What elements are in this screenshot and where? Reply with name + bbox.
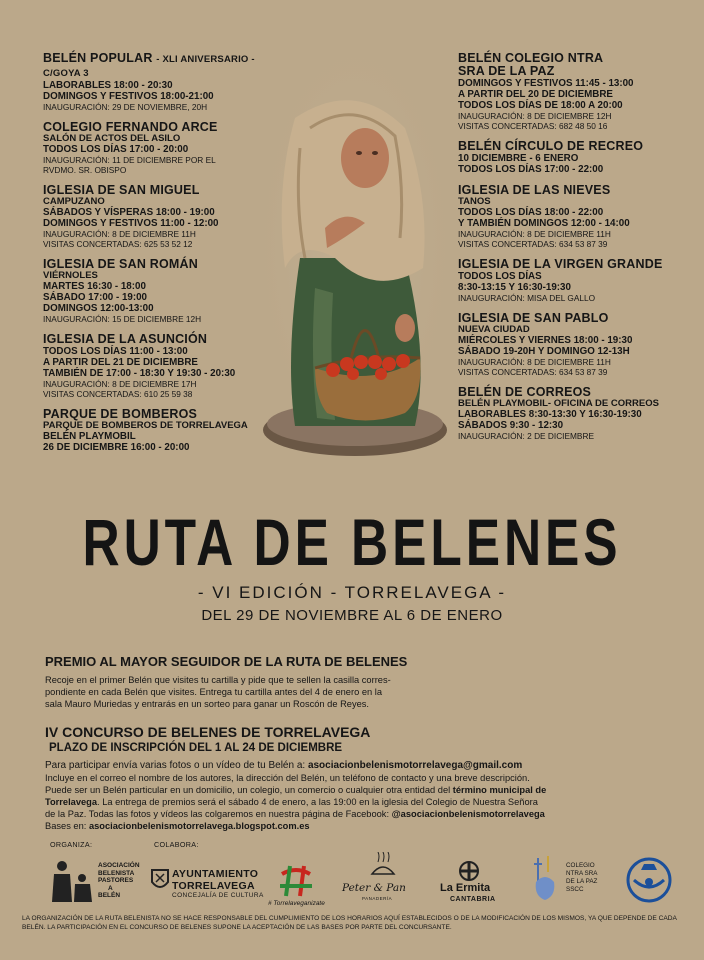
venue-entry xyxy=(458,184,694,249)
venue-hours: DOMINGOS 12:00-13:00 xyxy=(43,303,154,314)
venue-hours: SÁBADOS Y VÍSPERAS 18:00 - 19:00 xyxy=(43,207,215,218)
venue-hours: SÁBADOS 9:30 - 12:30 xyxy=(458,420,564,431)
prize-line: sala Mauro Muriedas y entrarás en un sorteo para ganar un Roscón de Reyes. xyxy=(45,699,370,709)
venue-title-text: PARQUE DE BOMBEROS xyxy=(43,407,198,421)
venue-note: VISITAS CONCERTADAS: 634 53 87 39 xyxy=(458,367,608,377)
venue-hours: Y TAMBIÉN DOMINGOS 12:00 - 14:00 xyxy=(458,218,630,229)
venue-hours: DOMINGOS Y FESTIVOS 11:45 - 13:00 xyxy=(458,78,634,89)
venue-hours: LABORABLES 18:00 - 20:30 xyxy=(43,80,173,91)
venue-subtitle: TANOS xyxy=(458,196,491,207)
venue-note: INAUGURACIÓN: 2 DE DICIEMBRE xyxy=(458,431,594,441)
correos-logo xyxy=(624,856,674,904)
venue-note: VISITAS CONCERTADAS: 634 53 87 39 xyxy=(458,239,608,249)
coat-of-arms-icon xyxy=(150,868,170,892)
peter-pan-logo: Peter & Pan xyxy=(342,882,406,894)
venue-title-line2: SRA DE LA PAZ xyxy=(458,64,555,78)
venue-hours: LABORABLES 8:30-13:30 Y 16:30-19:30 xyxy=(458,409,642,420)
venue-note: INAUGURACIÓN: 8 DE DICIEMBRE 17H xyxy=(43,379,197,389)
peter-pan-subtitle: PANADERÍA xyxy=(362,896,393,901)
venue-title-text: IGLESIA DE SAN MIGUEL xyxy=(43,183,200,197)
venue-note: INAUGURACIÓN: 8 DE DICIEMBRE 11H xyxy=(43,229,196,239)
date-range: DEL 29 DE NOVIEMBRE AL 6 DE ENERO xyxy=(201,607,503,624)
shepherdess-figure xyxy=(255,58,455,478)
venue-note: INAUGURACIÓN: MISA DEL GALLO xyxy=(458,293,596,303)
contest-email-link[interactable]: asociacionbelenismotorrelavega@gmail.com xyxy=(307,760,523,771)
venue-note: INAUGURACIÓN: 11 DE DICIEMBRE POR EL xyxy=(43,155,216,165)
venue-hours: TODOS LOS DÍAS 18:00 - 22:00 xyxy=(458,207,604,218)
venue-entry xyxy=(458,140,694,175)
poster-title: RUTA DE BELENES xyxy=(82,505,622,579)
prize-heading: PREMIO AL MAYOR SEGUIDOR DE LA RUTA DE BELENES xyxy=(45,654,408,669)
sponsor-logos xyxy=(40,840,680,910)
venue-title xyxy=(458,258,694,271)
venue-hours: MARTES 16:30 - 18:00 xyxy=(43,281,146,292)
contest-text-bold: término municipal de xyxy=(452,785,547,795)
venue-note: RVDMO. SR. OBISPO xyxy=(43,165,127,175)
venue-subtitle: NUEVA CIUDAD xyxy=(458,324,530,335)
venue-hours: A PARTIR DEL 21 DE DICIEMBRE xyxy=(43,357,198,368)
asociacion-belenista-text: ASOCIACIÓN BELENISTA PASTORES A BELÉN xyxy=(98,862,140,899)
venue-entry xyxy=(458,312,694,377)
venue-title-text: BELÉN COLEGIO NTRA xyxy=(458,51,604,65)
venue-hours: SÁBADO 19-20H Y DOMINGO 12-13H xyxy=(458,346,630,357)
ermita-cross-icon xyxy=(458,860,480,882)
contest-heading: IV CONCURSO DE BELENES DE TORRELAVEGA xyxy=(45,724,371,740)
organiza-label: ORGANIZA: xyxy=(50,840,93,849)
la-ermita-subtitle: CANTABRIA xyxy=(450,896,496,903)
venue-title-text: IGLESIA DE LA ASUNCIÓN xyxy=(43,332,208,346)
venue-entry xyxy=(458,52,694,131)
venue-title-text: BELÉN POPULAR xyxy=(43,51,153,65)
venue-hours: TODOS LOS DÍAS 17:00 - 22:00 xyxy=(458,164,604,175)
torrelaveganizate-logo xyxy=(276,862,316,900)
venue-hours: DOMINGOS Y FESTIVOS 18:00-21:00 xyxy=(43,91,214,102)
venue-title-text: IGLESIA DE LA VIRGEN GRANDE xyxy=(458,257,663,271)
venue-hours: A PARTIR DEL 20 DE DICIEMBRE xyxy=(458,89,613,100)
venue-hours: 10 DICIEMBRE - 6 ENERO xyxy=(458,153,579,164)
contest-text: . La entrega de premios será el sábado 4 de enero, a las 19:00 en la iglesia del Colegio de Nuestra Señora xyxy=(97,797,538,807)
contest-text: de la Paz. Todas las fotos y vídeos las colgaremos en nuestra página de Facebook: xyxy=(45,809,392,819)
contest-text: Para participar envía varias fotos o un vídeo de tu Belén a: xyxy=(45,760,308,771)
prize-line: pondiente en cada Belén que visites. Entrega tu cartilla antes del 4 de enero en la xyxy=(45,687,382,697)
contest-text-bold: Torrelavega xyxy=(45,797,98,807)
prize-line: Recoje en el primer Belén que visites tu cartilla y pide que te sellen la casilla corres- xyxy=(45,675,391,685)
contest-text: Bases en: xyxy=(45,821,89,831)
facebook-handle-link[interactable]: @asociacionbelenismotorrelavega xyxy=(391,809,545,819)
venue-title-text: COLEGIO FERNANDO ARCE xyxy=(43,120,218,134)
venue-hours: TODOS LOS DÍAS DE 18:00 A 20:00 xyxy=(458,100,623,111)
contest-text: Incluye en el correo el nombre de los autores, la dirección del Belén, un teléfono de contacto y una breve descripción. xyxy=(45,773,530,783)
venue-title-text: BELÉN DE CORREOS xyxy=(458,385,592,399)
venue-title xyxy=(458,184,694,197)
bread-icon xyxy=(368,852,398,882)
venue-title-text: IGLESIA DE LAS NIEVES xyxy=(458,183,611,197)
venue-subtitle: CAMPUZANO xyxy=(43,196,105,207)
contest-text: Puede ser un Belén particular en un domicilio, un colegio, un comercio o cualquier otra entidad del xyxy=(45,785,453,795)
venue-title-text: IGLESIA DE SAN PABLO xyxy=(458,311,609,325)
venue-hours: DOMINGOS Y FESTIVOS 11:00 - 12:00 xyxy=(43,218,219,229)
blog-link[interactable]: asociacionbelenismotorrelavega.blogspot.com.es xyxy=(88,821,310,831)
venue-title-suffix: - XLI ANIVERSARIO - C/GOYA 3 xyxy=(43,54,255,79)
venue-note: VISITAS CONCERTADAS: 610 25 59 38 xyxy=(43,389,193,399)
venue-subtitle: SALÓN DE ACTOS DEL ASILO xyxy=(43,133,181,144)
contest-section xyxy=(45,724,645,832)
venue-hours: BELÉN PLAYMOBIL xyxy=(43,431,136,442)
ayuntamiento-logo: AYUNTAMIENTO TORRELAVEGA CONCEJALÍA DE CULTURA xyxy=(172,868,264,899)
prize-section xyxy=(45,654,585,710)
edition-line: - VI EDICIÓN - TORRELAVEGA - xyxy=(197,583,507,602)
venue-subtitle: BELÉN PLAYMOBIL- OFICINA DE CORREOS xyxy=(458,398,659,409)
asociacion-belenista-logo xyxy=(48,856,96,906)
colegio-paz-logo: COLEGIO NTRA SRA DE LA PAZ SSCC xyxy=(566,862,598,893)
disclaimer: LA ORGANIZACIÓN DE LA RUTA BELENISTA NO SE HACE RESPONSABLE DEL CUMPLIMIENTO DE LOS HORARIOS AQUÍ ESTABLECIDOS O DE LA MODIFICACIÓN DE LOS MISMOS, YA QUE DEPENDE DE CADA BELÉN. LA PARTICIPACIÓN EN EL CONCURSO DE BELENES SUPONE LA ACEPTACIÓN DE LAS BASES POR PARTE DEL CONCURSANTE. xyxy=(22,915,677,931)
la-ermita-logo: La Ermita xyxy=(440,882,491,894)
contest-subheading: PLAZO DE INSCRIPCIÓN DEL 1 AL 24 DE DICIEMBRE xyxy=(49,742,343,754)
venue-hours: TAMBIÉN DE 17:00 - 18:30 Y 19:30 - 20:30 xyxy=(43,368,236,379)
venue-title xyxy=(458,140,694,153)
venue-hours: TODOS LOS DÍAS 17:00 - 20:00 xyxy=(43,144,189,155)
venue-hours: TODOS LOS DÍAS xyxy=(458,271,542,282)
venue-entry xyxy=(458,258,694,303)
venue-title-text: IGLESIA DE SAN ROMÁN xyxy=(43,257,198,271)
venue-title-text: BELÉN CÍRCULO DE RECREO xyxy=(458,139,644,153)
colegio-emblem-icon xyxy=(530,852,560,902)
venue-hours: MIÉRCOLES Y VIERNES 18:00 - 19:30 xyxy=(458,335,633,346)
venue-note: VISITAS CONCERTADAS: 625 53 52 12 xyxy=(43,239,193,249)
venue-hours: SÁBADO 17:00 - 19:00 xyxy=(43,292,147,303)
hashtag-text: # Torrelaveganizate xyxy=(268,900,325,907)
colabora-label: COLABORA: xyxy=(154,840,199,849)
venue-list-right xyxy=(458,52,694,450)
venue-note: VISITAS CONCERTADAS: 682 48 50 16 xyxy=(458,121,608,131)
venue-hours: 26 DE DICIEMBRE 16:00 - 20:00 xyxy=(43,442,190,453)
venue-subtitle: VIÉRNOLES xyxy=(43,270,98,281)
venue-note: INAUGURACIÓN: 29 DE NOVIEMBRE, 20H xyxy=(43,102,208,112)
venue-note: INAUGURACIÓN: 8 DE DICIEMBRE 11H xyxy=(458,229,611,239)
venue-subtitle: PARQUE DE BOMBEROS DE TORRELAVEGA xyxy=(43,420,248,431)
venue-note: INAUGURACIÓN: 15 DE DICIEMBRE 12H xyxy=(43,314,202,324)
venue-note: INAUGURACIÓN: 8 DE DICIEMBRE 12H xyxy=(458,111,612,121)
venue-hours: 8:30-13:15 Y 16:30-19:30 xyxy=(458,282,571,293)
venue-entry xyxy=(458,386,694,441)
venue-note: INAUGURACIÓN: 8 DE DICIEMBRE 11H xyxy=(458,357,611,367)
venue-hours: TODOS LOS DÍAS 11:00 - 13:00 xyxy=(43,346,188,357)
